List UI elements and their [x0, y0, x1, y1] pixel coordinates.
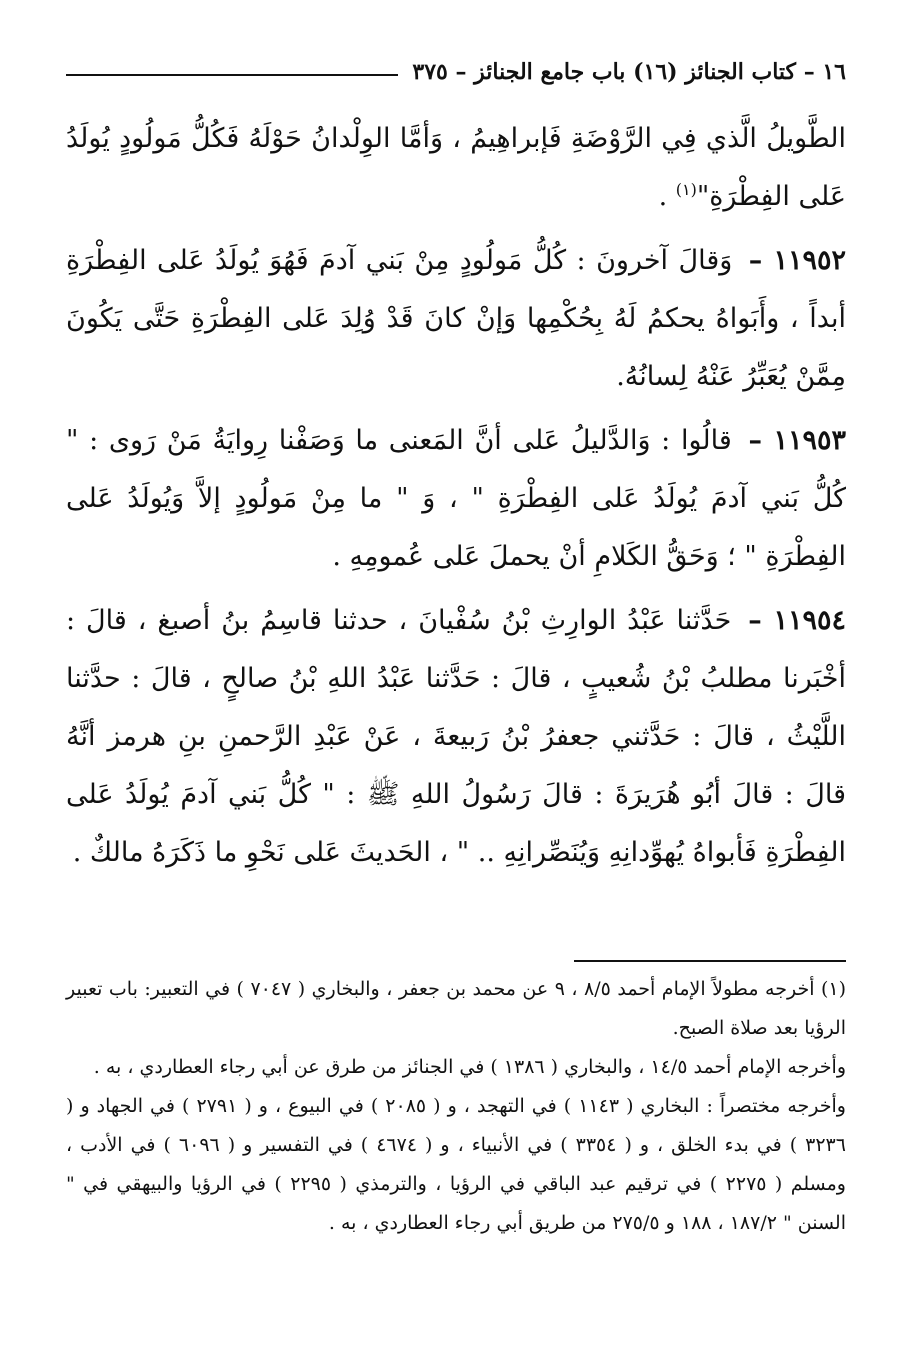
paragraph-number: ١١٩٥٤ –: [748, 605, 846, 636]
footnotes: [66, 970, 846, 1243]
footnote-reference: (١): [675, 180, 697, 199]
paragraph-text: حَدَّثنا عَبْدُ الوارِثِ بْنُ سُفْيانَ ، حدثنا قاسِمُ بنُ أصبغ ، قالَ : أخْبَرنا مطلبُ بْنُ شُعيبٍ ، قالَ : حَدَّثنا عَبْدُ اللهِ بْنُ صالحٍ ، قالَ : حدَّثنا اللَّيْثُ ، قالَ : حَدَّثني جعفرُ بْنُ رَبيعةَ ، عَنْ عَبْدِ الرَّحمنِ بنِ هرمز أنَّهُ قالَ : قالَ أبُو هُرَيرَةَ : قالَ رَسُولُ اللهِ ﷺ : " كُلُّ بَني آدمَ يُولَدُ عَلى الفِطْرَةِ فَأبواهُ يُهوِّدانِهِ وَيُنَصِّرانِهِ .. " ، الحَديثَ عَلى نَحْوِ ما ذَكَرَهُ مالكٌ .: [66, 605, 846, 868]
paragraph-continuation: [66, 110, 846, 226]
header-rule: [66, 74, 398, 76]
running-header: [66, 52, 846, 92]
paragraph-11953: [66, 412, 846, 586]
footnote-continuation: وأخرجه الإمام أحمد ١٤/٥ ، والبخاري ( ١٣٨٦ ) في الجنائز من طرق عن أبي رجاء العطاردي ، به .: [93, 1056, 846, 1078]
paragraph-text: قالُوا : وَالدَّليلُ عَلى أنَّ المَعنى ما وَصَفْنا رِوايَةُ مَنْ رَوى : " كُلُّ بَني آدمَ يُولَدُ عَلى الفِطْرَةِ " ، وَ " ما مِنْ مَولُودٍ إلاَّ وَيُولَدُ عَلى الفِطْرَةِ " ؛ وَحَقُّ الكَلامِ أنْ يحملَ عَلى عُمومِهِ .: [66, 425, 846, 572]
footnote-1: (١) أخرجه مطولاً الإمام أحمد ٨/٥ ، ٩ عن محمد بن جعفر ، والبخاري ( ٧٠٤٧ ) في التعبير: باب تعبير الرؤيا بعد صلاة الصبح.: [66, 978, 847, 1039]
paragraph-number: ١١٩٥٣ –: [748, 425, 846, 456]
paragraph-text: الطَّويلُ الَّذي فِي الرَّوْضَةِ فَإبراهِيمُ ، وَأمَّا الوِلْدانُ حَوْلَهُ فَكُلُّ مَولُودٍ يُولَدُ عَلى الفِطْرَةِ": [66, 123, 846, 212]
header-title: ١٦ – كتاب الجنائز (١٦) باب جامع الجنائز – ٣٧٥: [412, 59, 846, 85]
paragraph-11952: [66, 232, 846, 406]
paragraph-text: وَقالَ آخرونَ : كُلُّ مَولُودٍ مِنْ بَني آدمَ فَهُوَ يُولَدُ عَلى الفِطْرَةِ أبداً ، وأَبَواهُ يحكمُ لَهُ بِحُكْمِها وَإنْ كانَ قَدْ وُلِدَ عَلى الفِطْرَةِ حَتَّى يَكُونَ مِمَّنْ يُعَبِّرُ عَنْهُ لِسانُهُ.: [66, 245, 846, 392]
footnote-continuation: وأخرجه مختصراً : البخاري ( ١١٤٣ ) في التهجد ، و ( ٢٠٨٥ ) في البيوع ، و ( ٢٧٩١ ) في الجهاد و ( ٣٢٣٦ ) في بدء الخلق ، و ( ٣٣٥٤ ) في الأنبياء ، و ( ٤٦٧٤ ) في التفسير و ( ٦٠٩٦ ) في الأدب ، ومسلم ( ٢٢٧٥ ) في ترقيم عبد الباقي في الرؤيا ، والترمذي ( ٢٢٩٥ ) في الرؤيا والبيهقي في " السنن " ١٨٧/٢ ، ١٨٨ و ٢٧٥/٥ من طريق أبي رجاء العطاردي ، به .: [66, 1095, 846, 1234]
footnote-separator: [574, 960, 846, 962]
main-text: [66, 110, 846, 882]
paragraph-11954: [66, 592, 846, 882]
paragraph-tail: .: [658, 181, 676, 212]
paragraph-number: ١١٩٥٢ –: [748, 245, 846, 276]
